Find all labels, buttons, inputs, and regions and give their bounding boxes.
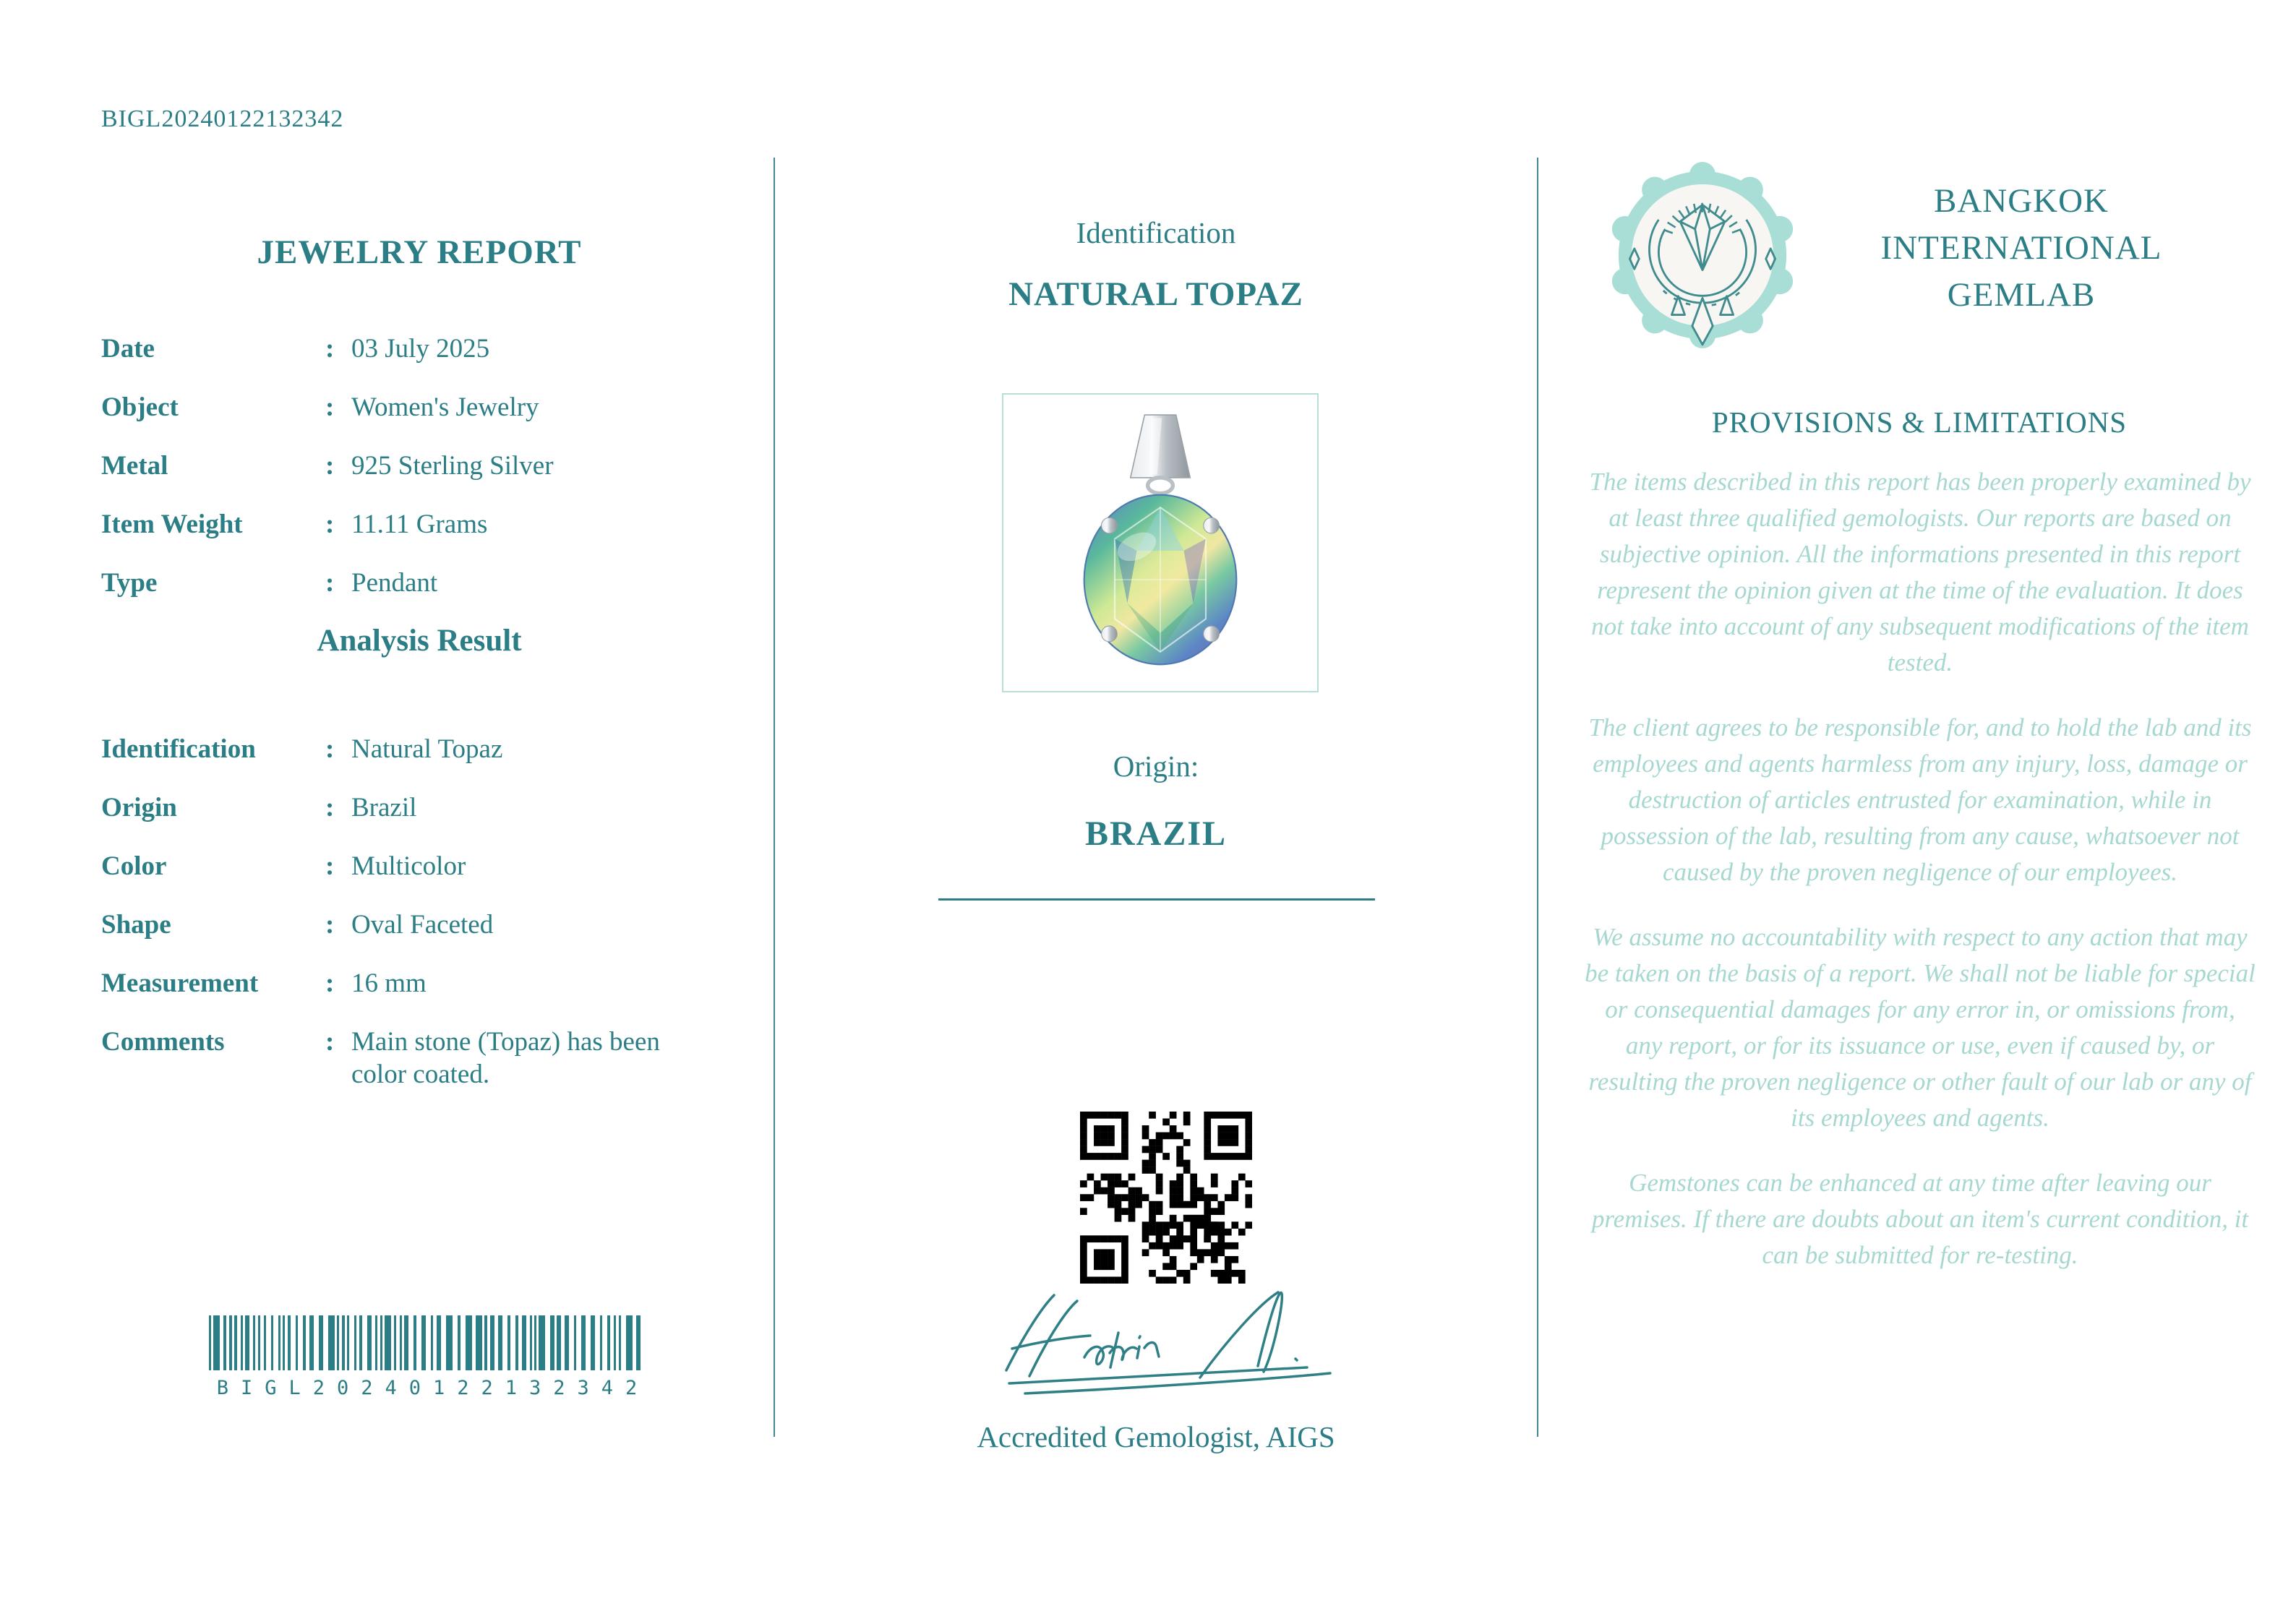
panel-divider-right: [1537, 158, 1538, 1437]
field-row-object: [101, 391, 752, 424]
provision-paragraph: The client agrees to be responsible for, and to hold the lab and its employees and agents harmless from any injury, loss, damage or destruction of articles entrusted for examination, while in possession of the lab, resulting from any cause, whatsoever not caused by the proven negligence of our employees.: [1588, 713, 2252, 886]
lab-name-line: GEMLAB: [1947, 276, 2096, 314]
field-value: 925 Sterling Silver: [351, 451, 554, 481]
field-value: Main stone (Topaz) has been color coated.: [351, 1027, 660, 1089]
provisions-title: PROVISIONS & LIMITATIONS: [1711, 405, 2128, 439]
barcode-text: BIGL20240122132342: [216, 1377, 650, 1399]
field-value: Brazil: [351, 793, 417, 822]
field-row-metal: [101, 450, 752, 482]
gem-pendant-badge-logo: [1609, 162, 1796, 348]
field-colon: :: [325, 851, 335, 881]
field-value: Women's Jewelry: [351, 392, 539, 422]
field-colon: :: [325, 510, 335, 539]
gemologist-title: Accredited Gemologist, AIGS: [977, 1420, 1335, 1453]
field-label: Metal: [101, 451, 168, 481]
field-colon: :: [325, 334, 335, 364]
field-colon: :: [325, 968, 335, 998]
field-row-identification: [101, 733, 752, 765]
field-value: 03 July 2025: [351, 334, 490, 364]
field-value: Natural Topaz: [351, 734, 503, 764]
barcode-icon: [207, 1315, 659, 1370]
handwritten-signature: [969, 1285, 1345, 1408]
field-label: Type: [101, 568, 158, 598]
field-row-type: [101, 567, 752, 599]
provision-paragraph: The items described in this report has been properly examined by at least three qualified gemologists. Our reports are based on subjective opinion. All the informations presented in this report represent the opinion given at the time of the evaluation. It does not take into account of any subsequent modifications of the item tested.: [1589, 468, 2251, 676]
page-title: JEWELRY REPORT: [257, 233, 582, 271]
field-colon: :: [325, 1027, 335, 1057]
origin-divider: [938, 898, 1375, 901]
report-number: BIGL20240122132342: [101, 106, 344, 132]
field-value: Pendant: [351, 568, 438, 598]
qr-code-icon: [1080, 1112, 1252, 1284]
pendant-photo-frame: [1002, 393, 1319, 692]
field-label: Shape: [101, 910, 171, 940]
field-value: 11.11 Grams: [351, 510, 488, 539]
field-colon: :: [325, 910, 335, 940]
provisions-paragraphs: [1585, 464, 2256, 1302]
field-label: Date: [101, 334, 155, 364]
field-value: Multicolor: [351, 851, 466, 881]
provision-paragraph: We assume no accountability with respect to any action that may be taken on the basis of a report. We shall not be liable for special or consequential damages for any error in, or omissions from, any report, or for its issuance or use, even if caused by, or resulting the proven negligence or other fault of our lab or any of its employees and agents.: [1585, 923, 2256, 1132]
field-row-date: [101, 332, 752, 365]
field-colon: :: [325, 734, 335, 764]
field-row-origin: [101, 791, 752, 824]
field-colon: :: [325, 568, 335, 598]
provision-paragraph: Gemstones can be enhanced at any time after leaving our premises. If there are doubts about an item's current condition, it can be submitted for re-testing.: [1591, 1169, 2249, 1269]
origin-value: BRAZIL: [1084, 815, 1228, 853]
lab-name-line: INTERNATIONAL: [1880, 229, 2162, 267]
panel-divider-left: [774, 158, 775, 1437]
field-label: Object: [101, 392, 179, 422]
field-colon: :: [325, 793, 335, 822]
field-label: Measurement: [101, 968, 259, 998]
analysis-fields: [101, 733, 752, 1117]
report-fields: [101, 332, 752, 625]
field-label: Item Weight: [101, 510, 243, 539]
stone-name: NATURAL TOPAZ: [1008, 275, 1303, 313]
identification-heading: Identification: [1076, 216, 1236, 249]
field-row-shape: [101, 908, 752, 941]
field-value: Oval Faceted: [351, 910, 494, 940]
field-label: Color: [101, 851, 167, 881]
field-row-comments: [101, 1026, 752, 1091]
field-label: Comments: [101, 1027, 225, 1057]
mystic-topaz-pendant-photo: [1041, 405, 1280, 680]
origin-heading: Origin:: [1113, 749, 1199, 783]
barcode-block: [207, 1315, 659, 1399]
lab-name: [1807, 178, 2235, 319]
field-row-color: [101, 850, 752, 882]
field-colon: :: [325, 451, 335, 481]
field-colon: :: [325, 392, 335, 422]
field-row-item-weight: [101, 508, 752, 541]
analysis-result-title: Analysis Result: [317, 624, 522, 658]
field-row-measurement: [101, 967, 752, 1000]
field-label: Identification: [101, 734, 256, 764]
field-value: 16 mm: [351, 968, 427, 998]
lab-name-line: BANGKOK: [1934, 182, 2109, 220]
field-label: Origin: [101, 793, 177, 822]
